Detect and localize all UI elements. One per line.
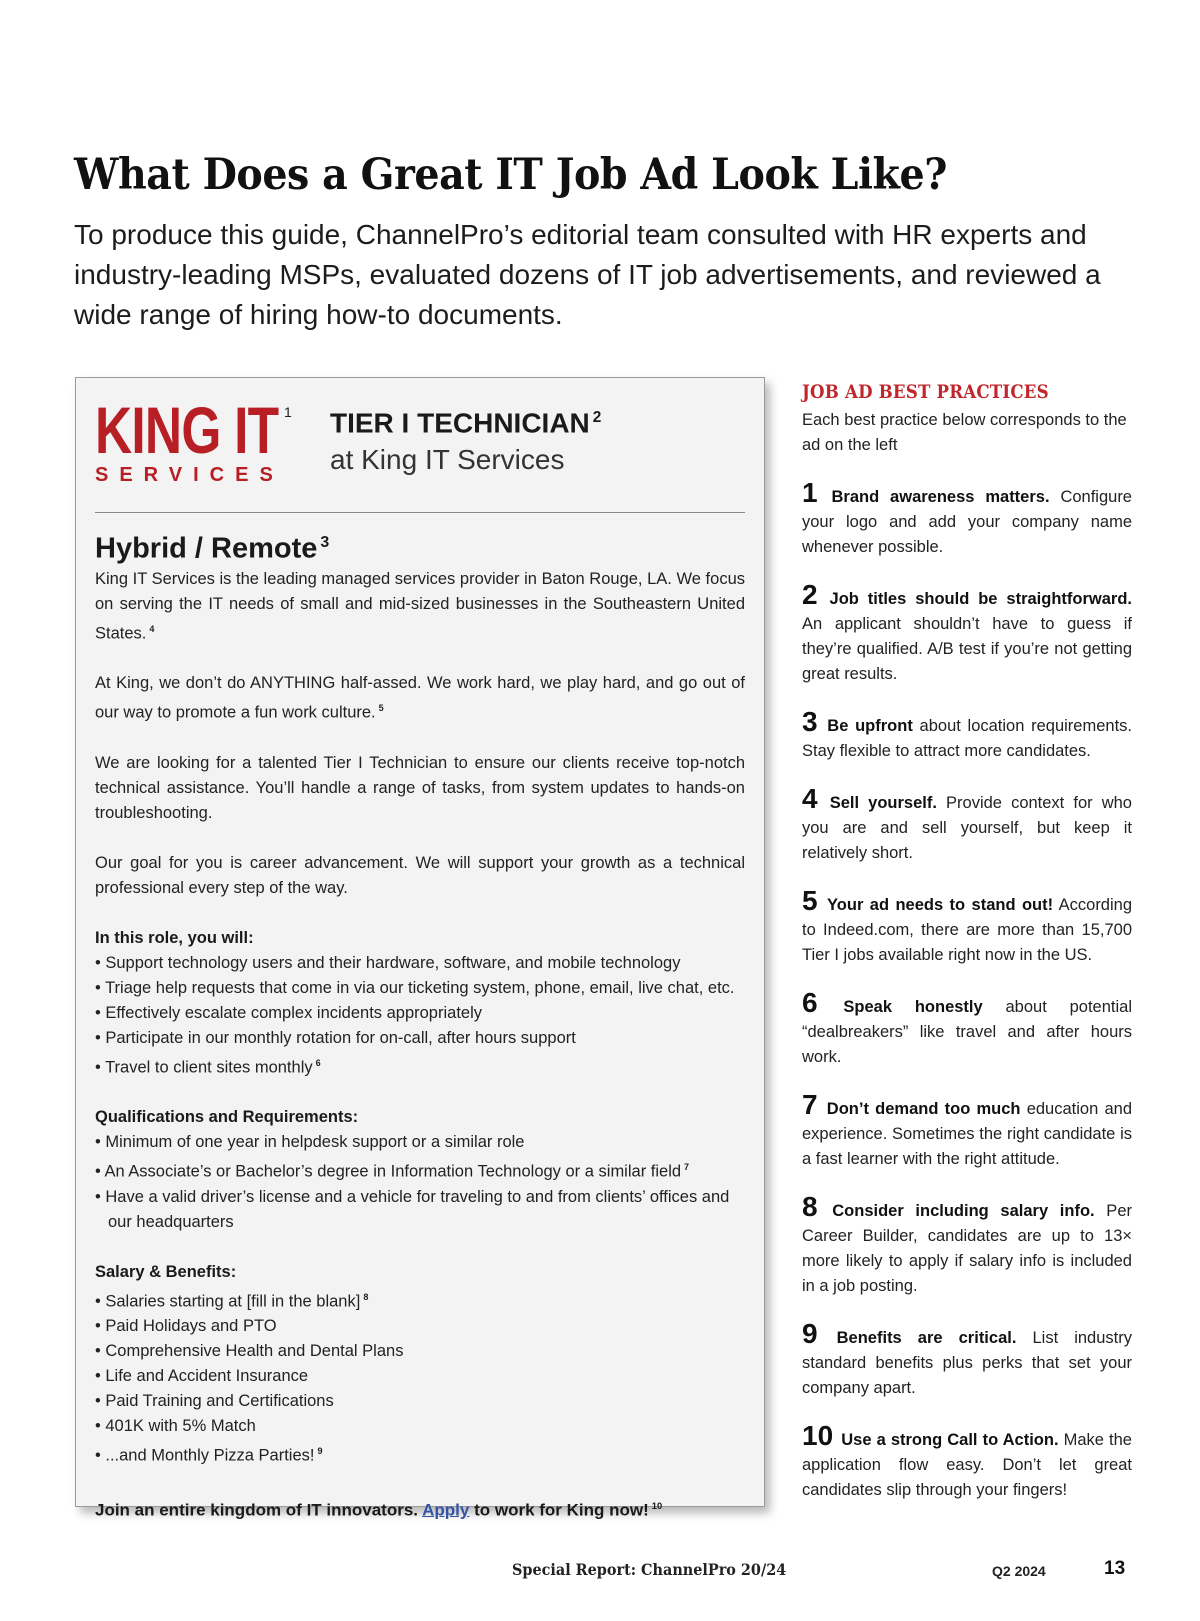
- footer-report-title: Special Report: ChannelPro 20/24: [512, 1560, 787, 1579]
- best-practices-list: [802, 477, 1133, 1503]
- apply-link[interactable]: Apply: [422, 1500, 470, 1520]
- list-item: • Paid Holidays and PTO: [95, 1317, 277, 1336]
- ref-marker-8: 8: [363, 1291, 369, 1302]
- footer-issue: Q2 2024: [992, 1563, 1046, 1579]
- call-to-action: Join an entire kingdom of IT innovators. Apply to work for King now! $^{10}$: [95, 1500, 663, 1520]
- practice-number: 5: [802, 885, 818, 916]
- culture-paragraph: At King, we don’t do ANYTHING half-assed. We work hard, we play hard, and go out of our way to promote a fun work culture. $^5$: [95, 674, 745, 722]
- list-item: • An Associate’s or Bachelor’s degree in Information Technology or a similar field $^7$: [95, 1162, 690, 1181]
- page-title: What Does a Great IT Job Ad Look Like?: [74, 150, 947, 200]
- practice-number: 6: [802, 987, 818, 1018]
- best-practice-item: 2 Job titles should be straightforward. An applicant shouldn’t have to guess if they’re qualified. A/B test if you’re not getting great results.: [802, 579, 1132, 683]
- divider: [95, 512, 745, 513]
- list-item: • Effectively escalate complex incidents appropriately: [95, 1003, 483, 1022]
- logo-wordmark: KING IT: [95, 393, 279, 467]
- role-summary: We are looking for a talented Tier I Technician to ensure our clients receive top-notch technical assistance. You’ll handle a range of tasks, from system updates to hands-on troubleshooting.: [95, 753, 745, 822]
- ad-body: [95, 525, 745, 1522]
- ref-marker-2: 2: [592, 409, 602, 426]
- king-it-logo: [95, 393, 285, 487]
- list-item: • ...and Monthly Pizza Parties! $^9$: [95, 1446, 323, 1465]
- ref-marker-7: 7: [684, 1162, 690, 1173]
- ref-marker-3: 3: [320, 534, 330, 551]
- practice-number: 8: [802, 1191, 818, 1222]
- practice-number: 4: [802, 783, 818, 814]
- ref-marker-10: 10: [651, 1500, 663, 1511]
- quals-list: [95, 1130, 745, 1235]
- list-item: • Have a valid driver’s license and a vehicle for traveling to and from clients’ offices and our headquarters: [95, 1187, 730, 1231]
- list-item: • Support technology users and their hardware, software, and mobile technology: [95, 953, 681, 972]
- practice-number: 7: [802, 1089, 818, 1120]
- best-practice-item: 4 Sell yourself. Provide context for who you are and sell yourself, but keep it relatively short.: [802, 783, 1132, 862]
- ref-marker-1: 1: [284, 404, 292, 420]
- best-practice-item: 8 Consider including salary info. Per Career Builder, candidates are up to 13× more likely to apply if salary info is included in a job posting.: [802, 1191, 1132, 1295]
- job-title-block: [330, 400, 601, 479]
- ref-marker-4: 4: [149, 623, 155, 634]
- practice-number: 9: [802, 1318, 818, 1349]
- job-location: Hybrid / Remote $^3$: [95, 532, 330, 565]
- list-item: • Minimum of one year in helpdesk support or a similar role: [95, 1133, 525, 1152]
- list-item: • Paid Training and Certifications: [95, 1392, 334, 1411]
- sample-job-ad: [75, 377, 765, 1520]
- page-number: 13: [1104, 1558, 1126, 1579]
- list-item: • Triage help requests that come in via our ticketing system, phone, email, live chat, etc.: [95, 978, 735, 997]
- list-item: • 401K with 5% Match: [95, 1417, 256, 1436]
- quals-heading: Qualifications and Requirements:: [95, 1108, 359, 1127]
- logo-subtitle: SERVICES: [95, 464, 284, 486]
- practice-number: 3: [802, 706, 818, 737]
- ref-marker-6: 6: [315, 1057, 321, 1068]
- salary-list: [95, 1285, 745, 1469]
- practice-number: 1: [802, 477, 818, 508]
- best-practice-item: 7 Don’t demand too much education and experience. Sometimes the right candidate is a fast learner with the right attitude.: [802, 1089, 1133, 1168]
- job-company: at King IT Services: [330, 444, 565, 476]
- role-heading: In this role, you will:: [95, 928, 254, 947]
- best-practice-item: 5 Your ad needs to stand out! According to Indeed.com, there are more than 15,700 Tier I jobs available right now in the US.: [802, 885, 1133, 964]
- best-practices-sidebar: [802, 381, 1132, 1503]
- best-practices-subtitle: Each best practice below corresponds to the ad on the left: [802, 411, 1127, 454]
- intro-paragraph: To produce this guide, ChannelPro’s editorial team consulted with HR experts and industry-leading MSPs, evaluated dozens of IT job advertisements, and reviewed a wide range of hiring how-to documents.: [74, 219, 1101, 330]
- best-practice-item: 1 Brand awareness matters. Configure your logo and add your company name whenever possible.: [802, 477, 1132, 556]
- ref-marker-5: 5: [378, 703, 384, 714]
- practice-number: 10: [802, 1420, 834, 1451]
- ref-marker-9: 9: [317, 1446, 323, 1457]
- list-item: • Life and Accident Insurance: [95, 1367, 309, 1386]
- role-list: [95, 951, 745, 1081]
- list-item: • Salaries starting at [fill in the blank] $^8$: [95, 1291, 369, 1311]
- best-practice-item: 9 Benefits are critical. List industry standard benefits plus perks that set your company apart.: [802, 1318, 1132, 1397]
- list-item: • Participate in our monthly rotation for on-call, after hours support: [95, 1028, 576, 1047]
- best-practices-title: JOB AD BEST PRACTICES: [802, 382, 1049, 403]
- salary-heading: Salary & Benefits:: [95, 1262, 237, 1281]
- best-practice-item: 3 Be upfront about location requirements. Stay flexible to attract more candidates.: [802, 706, 1132, 760]
- practice-number: 2: [802, 579, 818, 610]
- best-practice-item: 10 Use a strong Call to Action. Make the application flow easy. Don’t let great candidates slip through your fingers!: [802, 1420, 1132, 1499]
- company-intro: King IT Services is the leading managed services provider in Baton Rouge, LA. We focus on serving the IT needs of small and mid-sized businesses in the Southeastern United States. $^4$: [95, 569, 745, 643]
- list-item: • Travel to client sites monthly $^6$: [95, 1057, 321, 1077]
- career-paragraph: Our goal for you is career advancement. We will support your growth as a technical professional every step of the way.: [95, 853, 745, 897]
- job-title: TIER I TECHNICIAN $^2$: [330, 407, 602, 439]
- best-practice-item: 6 Speak honestly about potential “dealbreakers” like travel and after hours work.: [802, 987, 1132, 1066]
- list-item: • Comprehensive Health and Dental Plans: [95, 1342, 404, 1361]
